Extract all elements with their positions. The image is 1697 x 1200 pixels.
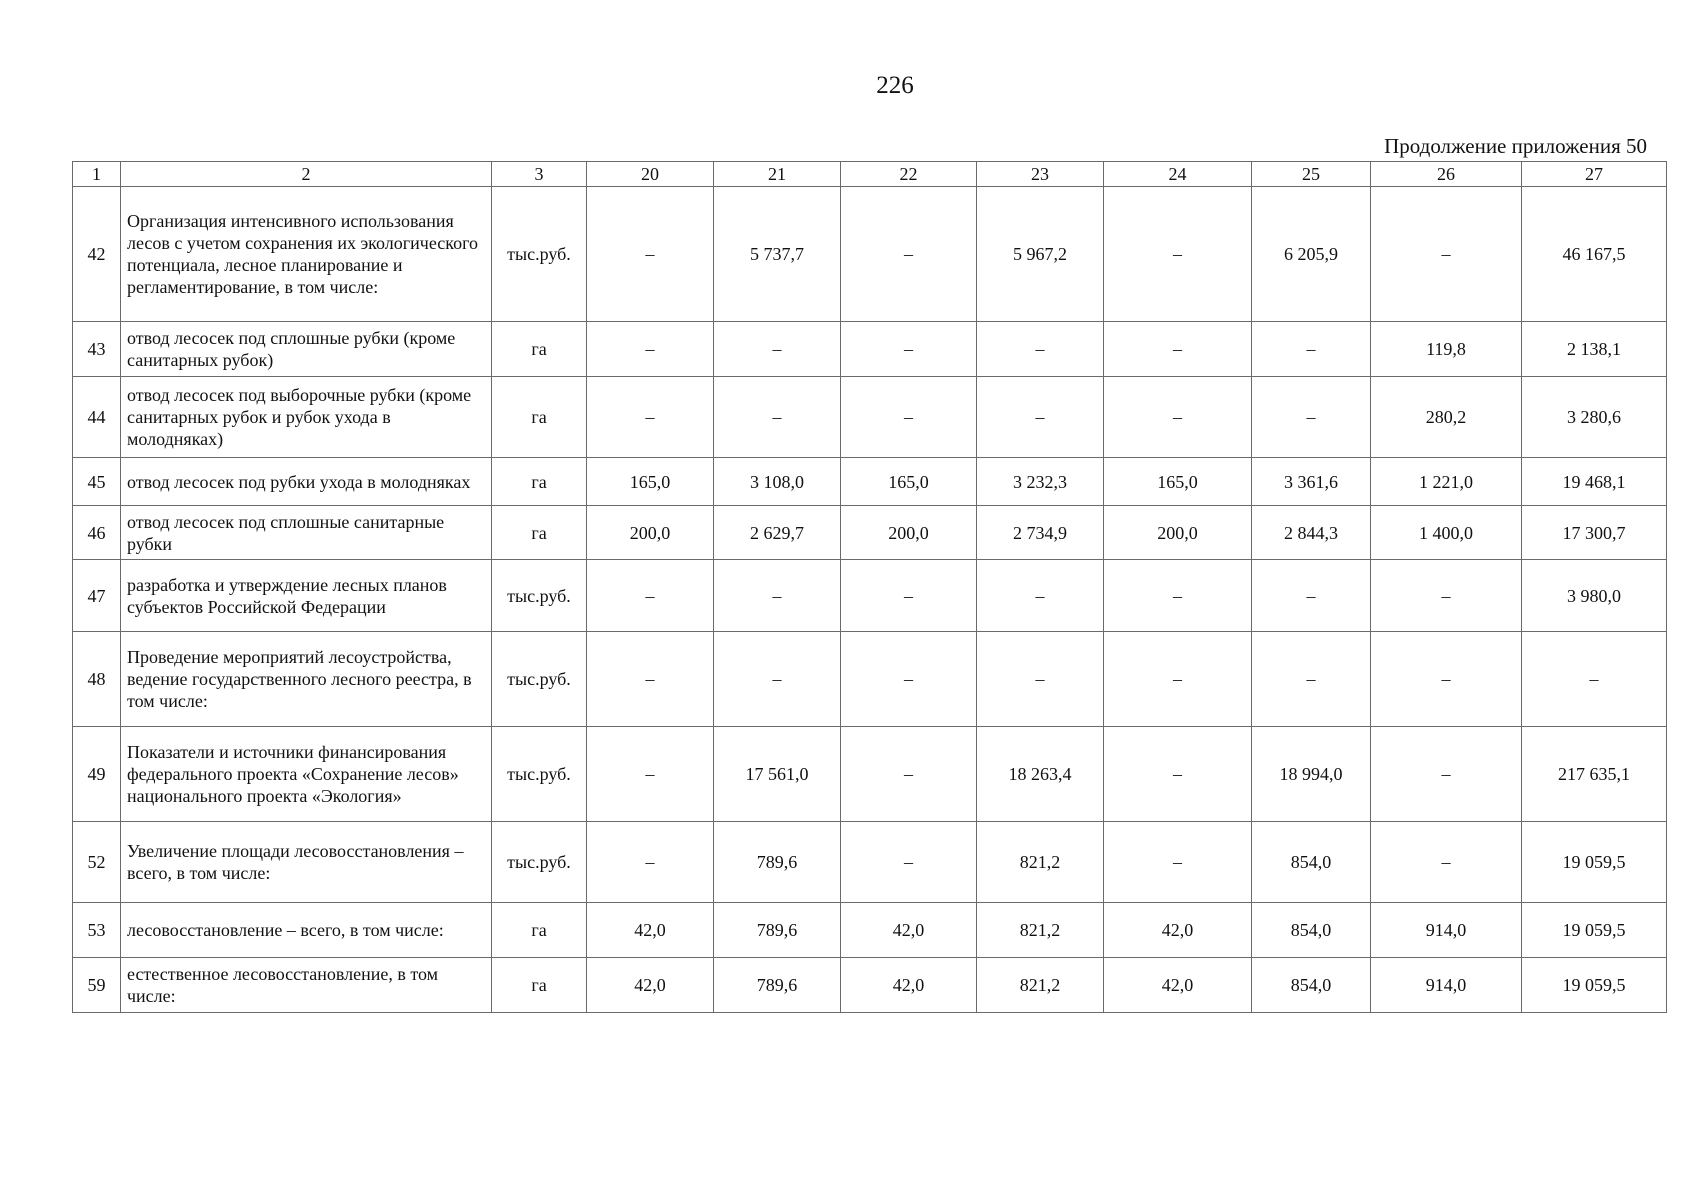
value-cell: – [1104,727,1252,822]
row-number: 49 [73,727,121,822]
row-unit: га [492,458,587,506]
value-cell: 119,8 [1371,322,1522,377]
header-cell: 1 [73,162,121,187]
table-row [73,458,1667,506]
value-cell: 200,0 [587,506,714,560]
row-number: 47 [73,560,121,632]
row-unit: га [492,958,587,1013]
value-cell: 1 400,0 [1371,506,1522,560]
header-cell: 27 [1522,162,1667,187]
value-cell: 2 629,7 [714,506,841,560]
value-cell: – [841,377,977,458]
value-cell: – [714,560,841,632]
value-cell: 19 059,5 [1522,822,1667,903]
value-cell: – [1252,632,1371,727]
value-cell: 18 994,0 [1252,727,1371,822]
value-cell: 914,0 [1371,903,1522,958]
value-cell: – [841,822,977,903]
value-cell: 19 468,1 [1522,458,1667,506]
value-cell: – [587,727,714,822]
row-name: отвод лесосек под сплошные рубки (кроме санитарных рубок) [121,322,492,377]
value-cell: 5 967,2 [977,187,1104,322]
row-number: 43 [73,322,121,377]
table-row [73,506,1667,560]
row-unit: тыс.руб. [492,632,587,727]
value-cell: – [1104,822,1252,903]
header-cell: 23 [977,162,1104,187]
value-cell: 1 221,0 [1371,458,1522,506]
value-cell: 17 300,7 [1522,506,1667,560]
value-cell: 19 059,5 [1522,903,1667,958]
appendix-table [72,161,1667,1013]
row-number: 59 [73,958,121,1013]
value-cell: 914,0 [1371,958,1522,1013]
value-cell: 42,0 [841,958,977,1013]
value-cell: 2 844,3 [1252,506,1371,560]
value-cell: 17 561,0 [714,727,841,822]
value-cell: – [714,322,841,377]
value-cell: 18 263,4 [977,727,1104,822]
row-number: 46 [73,506,121,560]
header-cell: 20 [587,162,714,187]
table-header-row [73,162,1667,187]
row-number: 42 [73,187,121,322]
value-cell: 5 737,7 [714,187,841,322]
table-row [73,187,1667,322]
value-cell: – [1104,560,1252,632]
value-cell: – [714,632,841,727]
header-cell: 22 [841,162,977,187]
value-cell: 854,0 [1252,958,1371,1013]
value-cell: – [587,187,714,322]
row-unit: тыс.руб. [492,560,587,632]
value-cell: – [1371,187,1522,322]
row-unit: тыс.руб. [492,822,587,903]
row-number: 45 [73,458,121,506]
value-cell: – [1104,632,1252,727]
page-number: 226 [876,72,914,99]
row-name: лесовосстановление – всего, в том числе: [121,903,492,958]
value-cell: 42,0 [1104,903,1252,958]
value-cell: 789,6 [714,958,841,1013]
row-unit: га [492,322,587,377]
table-row [73,903,1667,958]
table-row [73,560,1667,632]
value-cell: 2 138,1 [1522,322,1667,377]
row-name: Организация интенсивного использования лесов с учетом сохранения их экологического потенциала, лесное планирование и регламентирование, в том числе: [121,187,492,322]
value-cell: 280,2 [1371,377,1522,458]
value-cell: 46 167,5 [1522,187,1667,322]
value-cell: – [1104,377,1252,458]
value-cell: 19 059,5 [1522,958,1667,1013]
value-cell: 165,0 [841,458,977,506]
value-cell: – [587,322,714,377]
value-cell: – [587,377,714,458]
row-unit: тыс.руб. [492,727,587,822]
value-cell: 789,6 [714,903,841,958]
value-cell: 821,2 [977,822,1104,903]
header-cell: 24 [1104,162,1252,187]
table-row [73,822,1667,903]
row-name: Увеличение площади лесовосстановления – всего, в том числе: [121,822,492,903]
value-cell: – [1252,560,1371,632]
value-cell: – [841,727,977,822]
value-cell: 165,0 [587,458,714,506]
value-cell: 821,2 [977,958,1104,1013]
table-row [73,322,1667,377]
value-cell: – [977,322,1104,377]
row-name: Проведение мероприятий лесоустройства, ведение государственного лесного реестра, в том числе: [121,632,492,727]
value-cell: 42,0 [587,958,714,1013]
row-name: естественное лесовосстановление, в том числе: [121,958,492,1013]
value-cell: 200,0 [841,506,977,560]
value-cell: – [714,377,841,458]
value-cell: – [1104,187,1252,322]
row-name: отвод лесосек под выборочные рубки (кроме санитарных рубок и рубок ухода в молодняках) [121,377,492,458]
row-name: отвод лесосек под рубки ухода в молодняках [121,458,492,506]
value-cell: 42,0 [1104,958,1252,1013]
row-unit: га [492,903,587,958]
value-cell: – [841,187,977,322]
value-cell: 42,0 [841,903,977,958]
value-cell: – [841,560,977,632]
table-row [73,377,1667,458]
value-cell: 200,0 [1104,506,1252,560]
table-row [73,958,1667,1013]
row-name: разработка и утверждение лесных планов субъектов Российской Федерации [121,560,492,632]
value-cell: – [1252,377,1371,458]
value-cell: 165,0 [1104,458,1252,506]
value-cell: – [977,632,1104,727]
value-cell: 821,2 [977,903,1104,958]
value-cell: 3 232,3 [977,458,1104,506]
row-number: 53 [73,903,121,958]
value-cell: 42,0 [587,903,714,958]
value-cell: – [1371,822,1522,903]
value-cell: – [1371,560,1522,632]
value-cell: 6 205,9 [1252,187,1371,322]
value-cell: – [587,822,714,903]
value-cell: 3 980,0 [1522,560,1667,632]
value-cell: – [977,377,1104,458]
value-cell: 789,6 [714,822,841,903]
header-cell: 2 [121,162,492,187]
table-row [73,632,1667,727]
row-number: 44 [73,377,121,458]
row-unit: тыс.руб. [492,187,587,322]
value-cell: 3 361,6 [1252,458,1371,506]
row-name: Показатели и источники финансирования федерального проекта «Сохранение лесов» национального проекта «Экология» [121,727,492,822]
value-cell: – [1522,632,1667,727]
row-unit: га [492,506,587,560]
value-cell: – [977,560,1104,632]
table-row [73,727,1667,822]
continuation-caption: Продолжение приложения 50 [1384,134,1647,158]
value-cell: 2 734,9 [977,506,1104,560]
header-cell: 21 [714,162,841,187]
header-cell: 26 [1371,162,1522,187]
row-number: 48 [73,632,121,727]
row-number: 52 [73,822,121,903]
value-cell: 854,0 [1252,903,1371,958]
value-cell: – [587,632,714,727]
value-cell: 3 108,0 [714,458,841,506]
value-cell: 3 280,6 [1522,377,1667,458]
value-cell: 217 635,1 [1522,727,1667,822]
value-cell: – [841,632,977,727]
row-unit: га [492,377,587,458]
value-cell: – [1371,632,1522,727]
value-cell: 854,0 [1252,822,1371,903]
value-cell: – [587,560,714,632]
header-cell: 25 [1252,162,1371,187]
value-cell: – [1104,322,1252,377]
value-cell: – [1252,322,1371,377]
header-cell: 3 [492,162,587,187]
value-cell: – [841,322,977,377]
value-cell: – [1371,727,1522,822]
row-name: отвод лесосек под сплошные санитарные рубки [121,506,492,560]
